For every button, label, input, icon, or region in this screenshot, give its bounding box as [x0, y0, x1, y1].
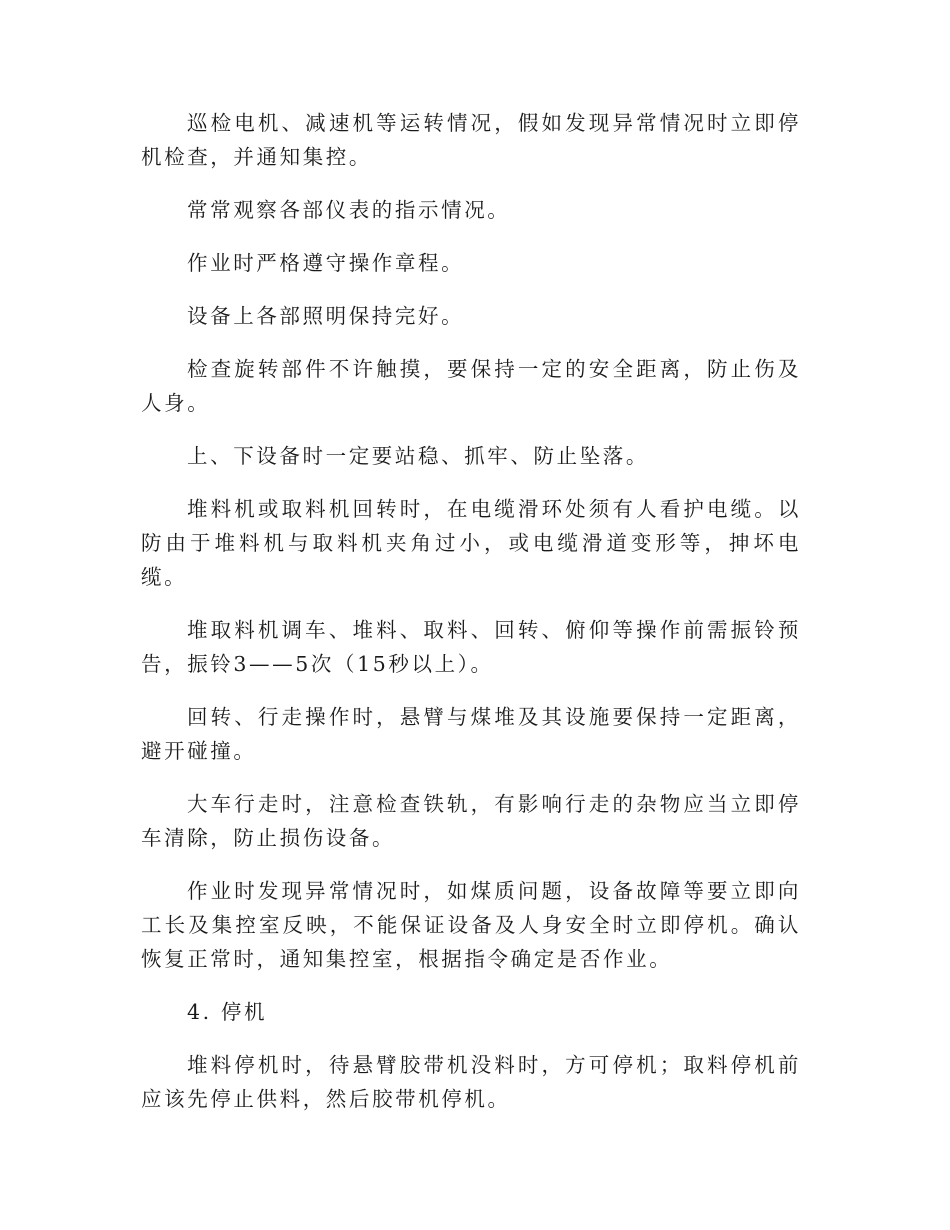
paragraph-follow-rules: 作业时严格遵守操作章程。 — [187, 251, 465, 275]
paragraph-boom-distance: 回转、行走操作时，悬臂与煤堆及其设施要保持一定距离，避开碰撞。 — [141, 705, 801, 763]
paragraph-abnormal-report: 作业时发现异常情况时，如煤质问题，设备故障等要立即向工长及集控室反映，不能保证设备及人身安全时立即停机。确认恢复正常时，通知集控室，根据指令确定是否作业。 — [141, 879, 801, 971]
section-heading-shutdown: 4. 停机 — [187, 1000, 268, 1024]
paragraph-rotating-parts: 检查旋转部件不许触摸，要保持一定的安全距离，防止伤及人身。 — [141, 357, 801, 415]
paragraph-observe-meters: 常常观察各部仪表的指示情况。 — [187, 198, 511, 222]
paragraph-shutdown-procedure: 堆料停机时，待悬臂胶带机没料时，方可停机；取料停机前应该先停止供料，然后胶带机停机。 — [141, 1053, 801, 1111]
document-body — [141, 106, 801, 1135]
paragraph-bell-warning: 堆取料机调车、堆料、取料、回转、俯仰等操作前需振铃预告，振铃3——5次（15秒以上）。 — [141, 618, 801, 676]
paragraph-climbing: 上、下设备时一定要站稳、抓牢、防止坠落。 — [187, 444, 649, 468]
paragraph-cable-guard: 堆料机或取料机回转时，在电缆滑环处须有人看护电缆。以防由于堆料机与取料机夹角过小，或电缆滑道变形等，抻坏电缆。 — [141, 497, 801, 589]
paragraph-rail-check: 大车行走时，注意检查铁轨，有影响行走的杂物应当立即停车清除，防止损伤设备。 — [141, 792, 801, 850]
paragraph-lighting: 设备上各部照明保持完好。 — [187, 304, 465, 328]
paragraph-inspect-motor: 巡检电机、减速机等运转情况，假如发现异常情况时立即停机检查，并通知集控。 — [141, 111, 801, 169]
